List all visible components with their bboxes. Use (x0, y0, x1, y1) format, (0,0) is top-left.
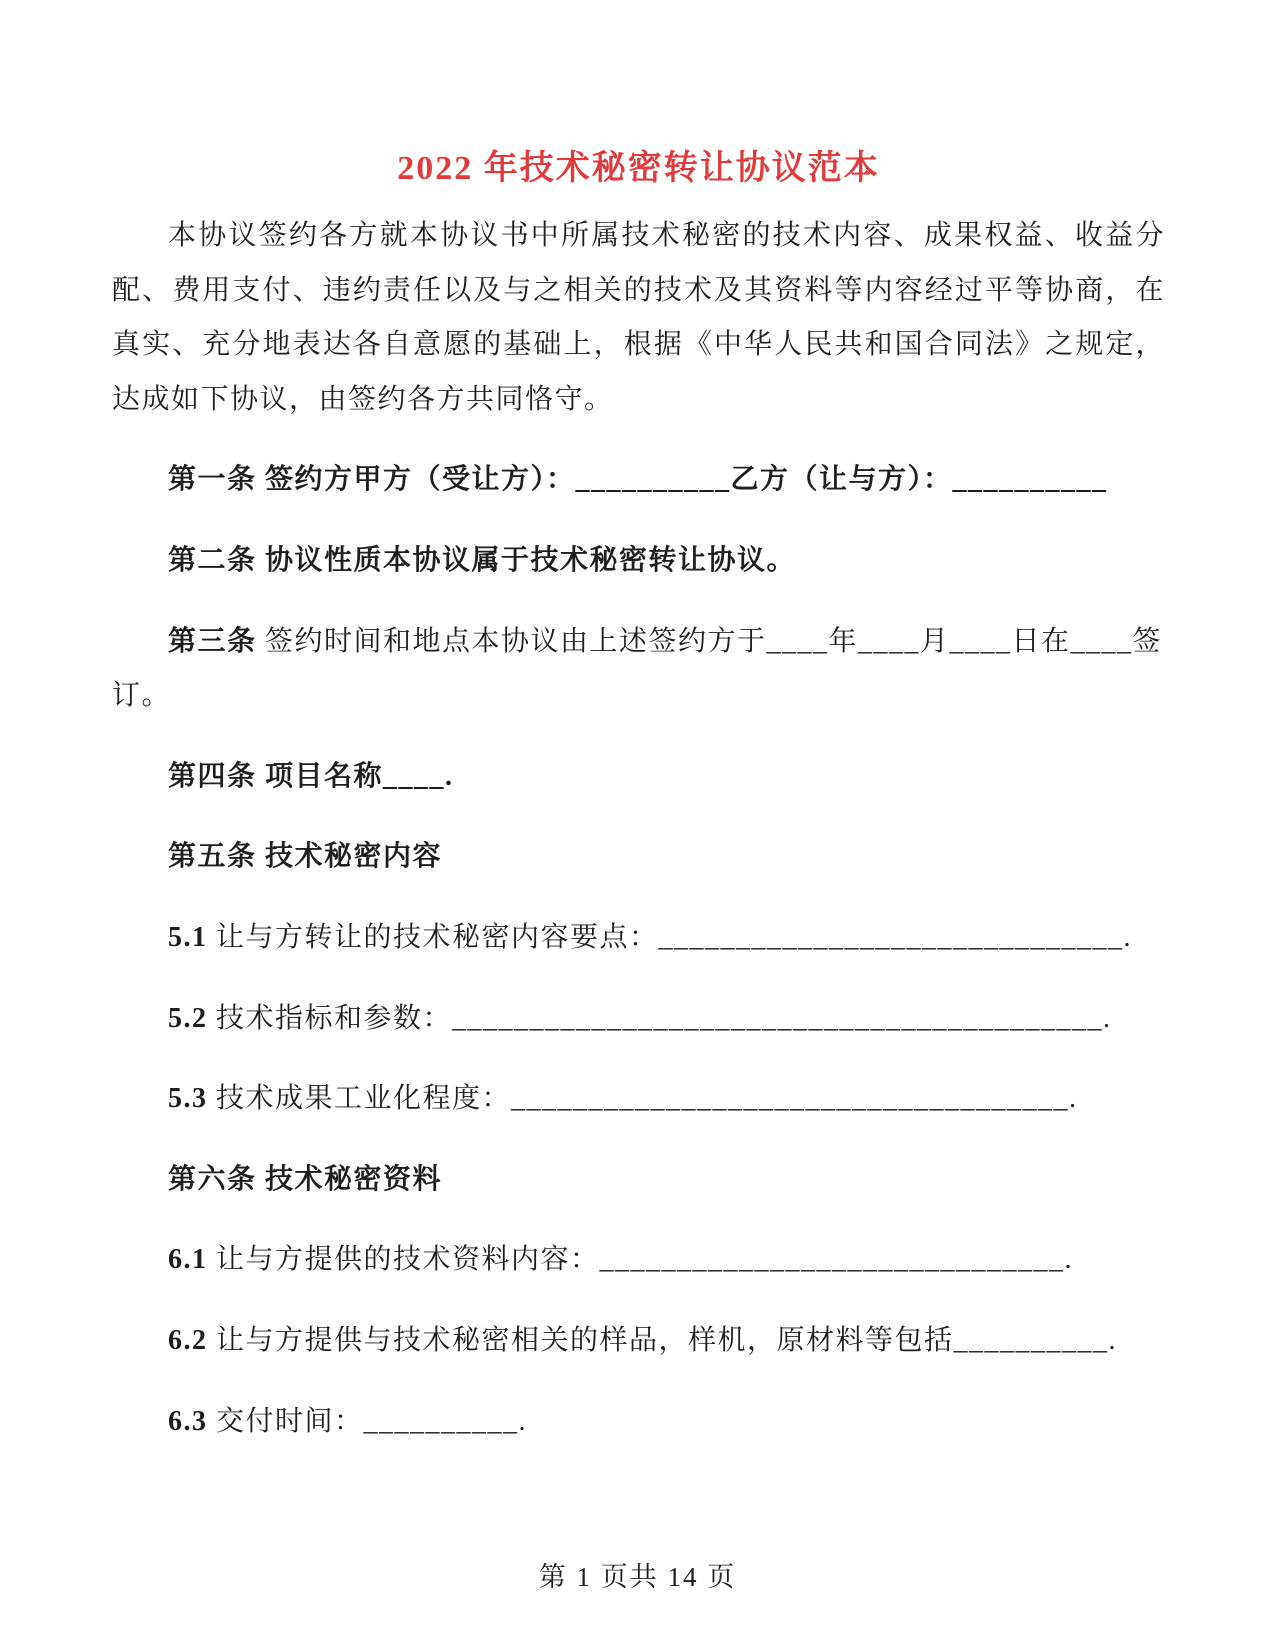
item-6-2-number: 6.2 (168, 1324, 216, 1356)
clause-3-text: 签约时间和地点本协议由上述签约方于____年____月____日在____签订。 (112, 625, 1163, 712)
intro-text: 本协议签约各方就本协议书中所属技术秘密的技术内容、成果权益、收益分配、费用支付、违约责任以及与之相关的技术及其资料等内容经过平等协商，在真实、充分地表达各自意愿的基础上，根据《中华人民共和国合同法》之规定，达成如下协议，由签约各方共同恪守。 (112, 220, 1165, 415)
item-6-3-number: 6.3 (168, 1405, 216, 1437)
item-5-3-number: 5.3 (168, 1083, 216, 1115)
item-5-2-number: 5.2 (168, 1002, 216, 1034)
document-title: 2022 年技术秘密转让协议范本 (397, 150, 880, 187)
clause-3-time-place (112, 615, 1165, 724)
item-6-1-text: 让与方提供的技术资料内容：______________________________. (216, 1244, 1074, 1276)
item-6-3-text: 交付时间：__________. (216, 1405, 528, 1437)
clause-5-text: 第五条 技术秘密内容 (168, 841, 443, 873)
page-footer (0, 1555, 1275, 1594)
item-6-2 (112, 1314, 1165, 1369)
item-5-1-text: 让与方转让的技术秘密内容要点：______________________________. (216, 921, 1133, 953)
item-5-3 (112, 1072, 1165, 1127)
clause-5-heading (112, 830, 1165, 885)
clause-2-nature (112, 534, 1165, 589)
clause-1-signatories (112, 453, 1165, 508)
item-6-3 (112, 1395, 1165, 1450)
clause-2-text: 第二条 协议性质本协议属于技术秘密转让协议。 (168, 544, 797, 576)
item-5-2 (112, 992, 1165, 1047)
item-6-2-text: 让与方提供与技术秘密相关的样品，样机，原材料等包括__________. (216, 1324, 1118, 1356)
clause-3-number: 第三条 (168, 625, 257, 657)
item-5-2-text: 技术指标和参数：__________________________________________. (216, 1002, 1112, 1034)
item-6-1-number: 6.1 (168, 1244, 216, 1276)
item-5-1-number: 5.1 (168, 921, 216, 953)
clause-4-text: 第四条 项目名称____. (168, 760, 454, 792)
clause-6-text: 第六条 技术秘密资料 (168, 1163, 443, 1195)
page-number-label: 第 1 页共 14 页 (538, 1562, 737, 1592)
intro-paragraph (112, 209, 1165, 427)
clause-1-text: 第一条 签约方甲方（受让方）：__________乙方（让与方）：__________ (168, 464, 1108, 496)
item-5-3-text: 技术成果工业化程度：____________________________________. (216, 1083, 1078, 1115)
clause-4-project-name (112, 750, 1165, 805)
item-5-1 (112, 911, 1165, 966)
clause-6-heading (112, 1153, 1165, 1208)
item-6-1 (112, 1233, 1165, 1288)
